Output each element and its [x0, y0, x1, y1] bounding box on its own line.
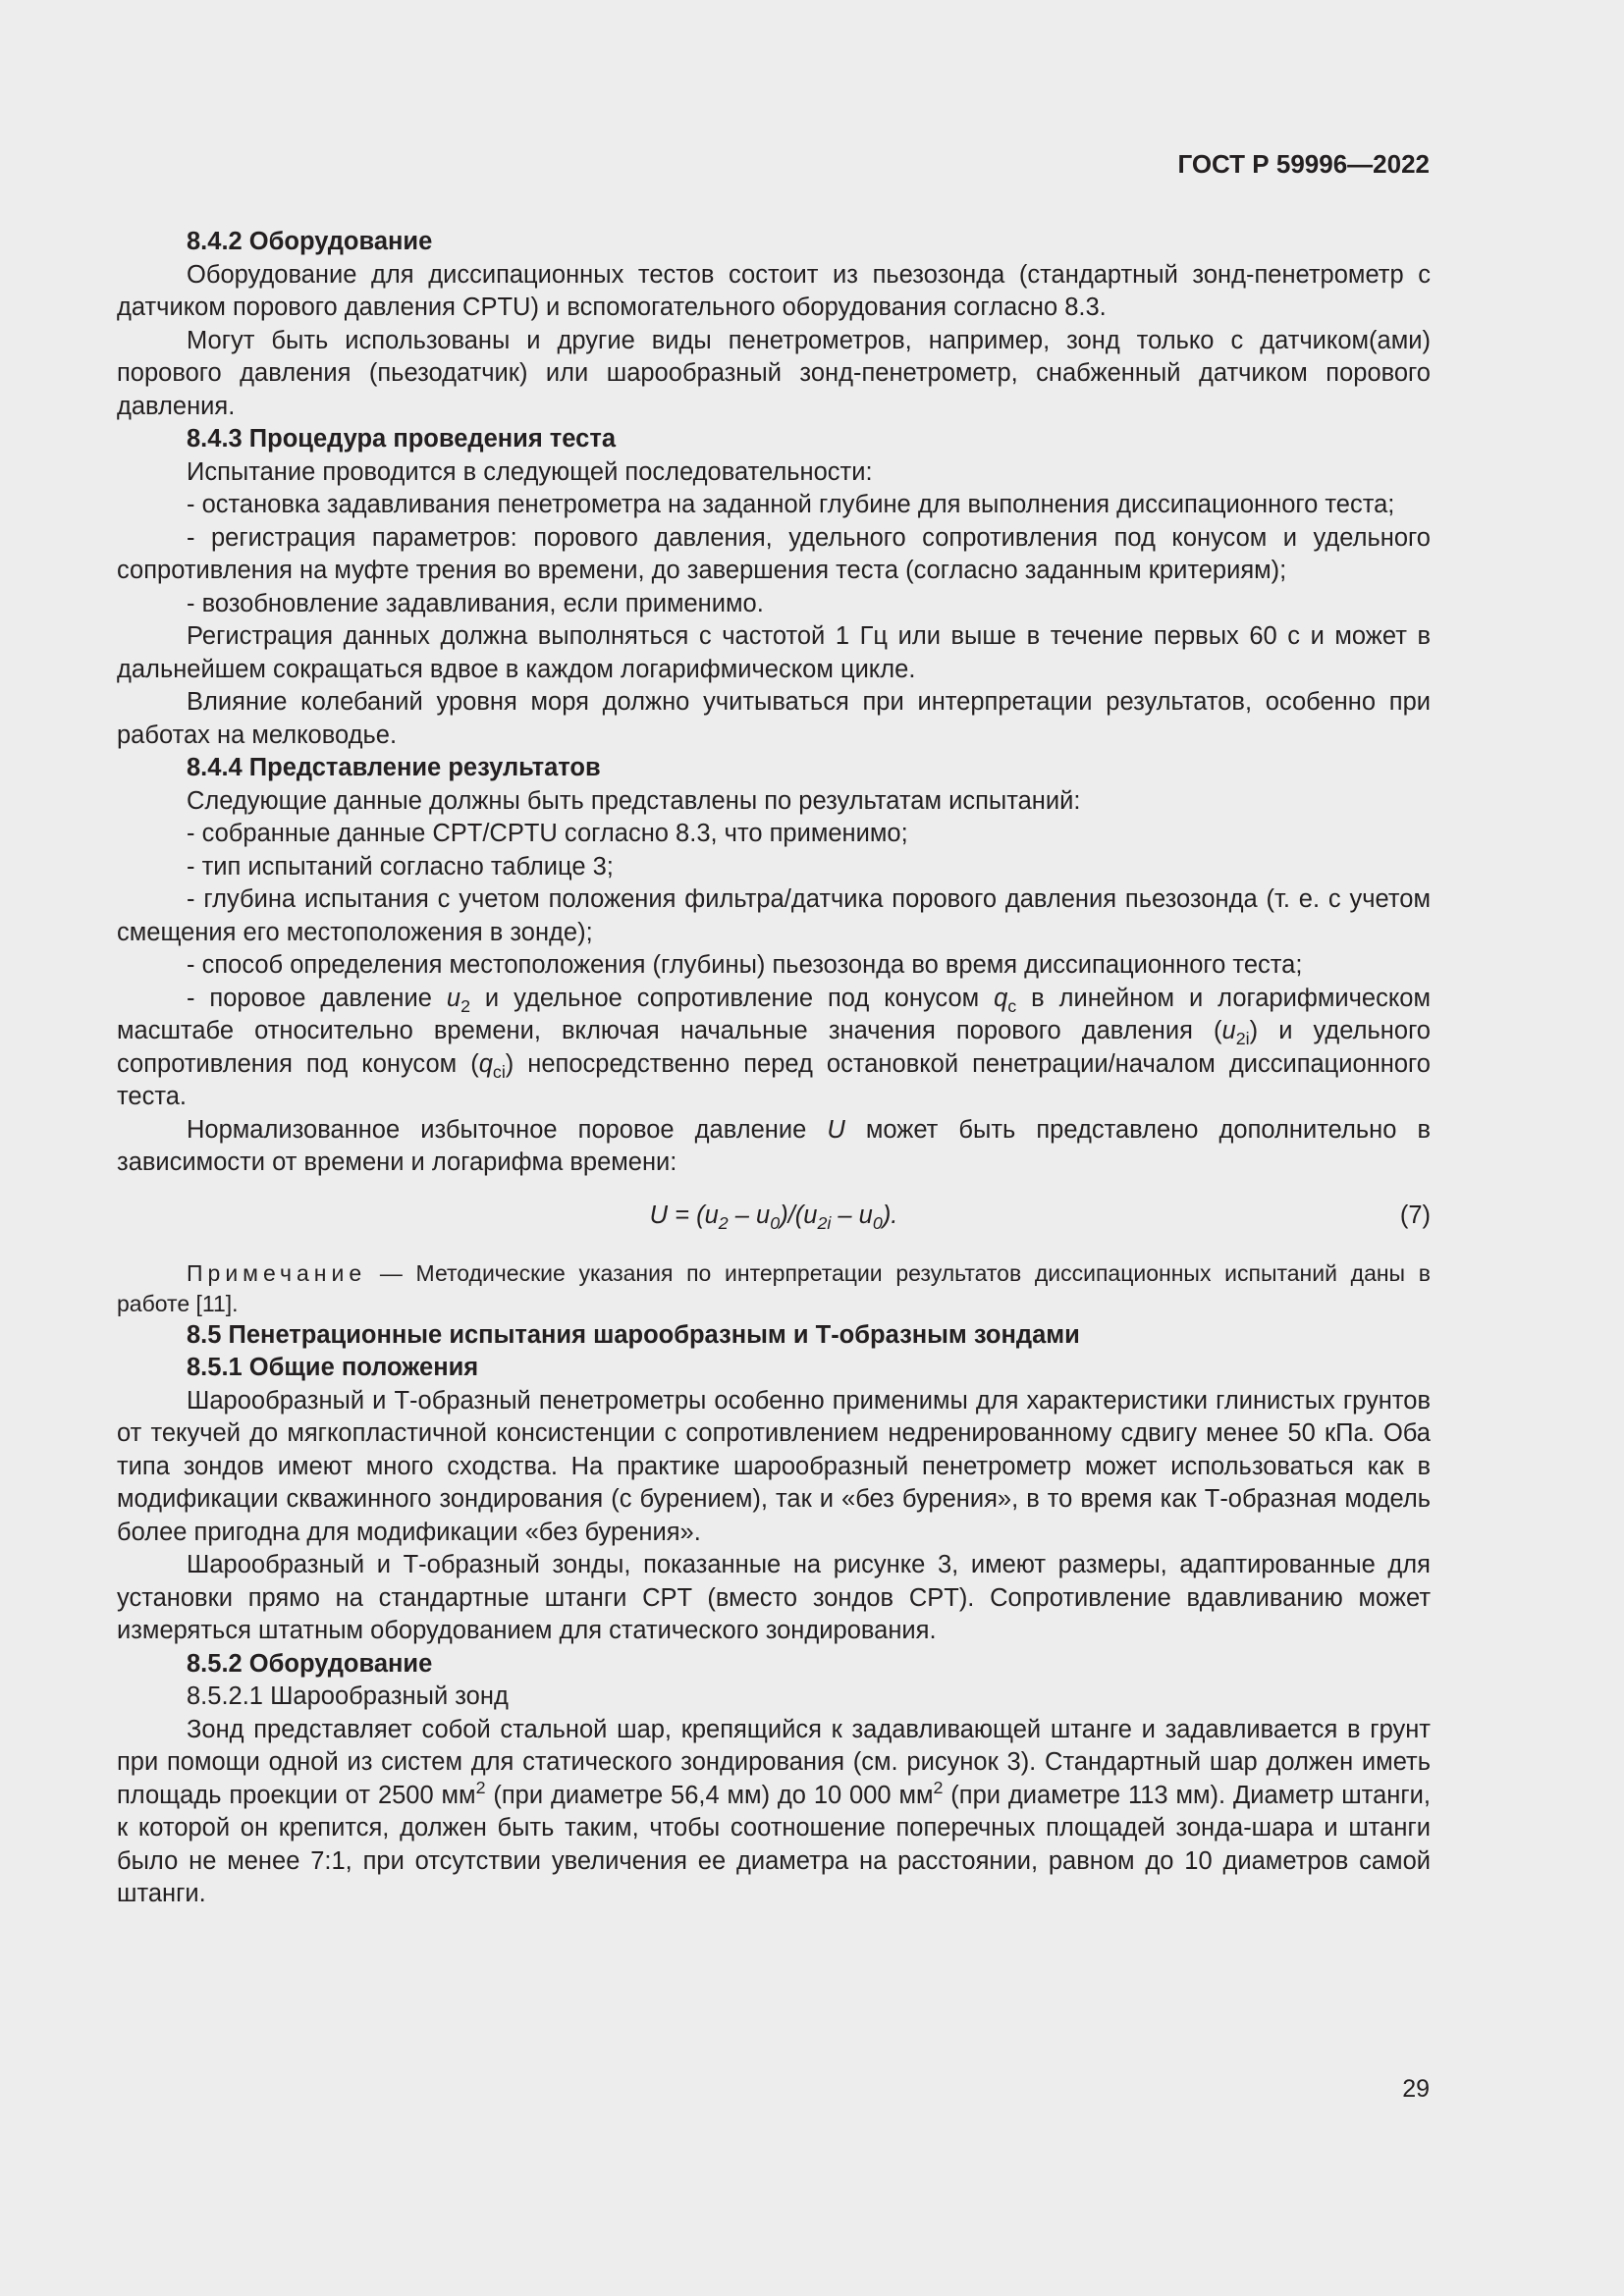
list-item: - глубина испытания с учетом положения фильтра/датчика порового давления пьезозонда (т. е. с учетом смещения его местоположения в зонде);: [117, 885, 1431, 946]
text: может быть представлено дополнительно в зависимости от времени и логарифма времени:: [117, 1115, 1431, 1176]
subscript: 0: [770, 1212, 781, 1233]
list-item: - способ определения местоположения (глубины) пьезозонда во время диссипационного теста;: [187, 951, 1303, 979]
section-8-4-2-title: 8.4.2 Оборудование: [187, 228, 433, 255]
paragraph: Следующие данные должны быть представлены по результатам испытаний:: [187, 786, 1081, 815]
var-q: q: [478, 1049, 493, 1078]
document-header: ГОСТ Р 59996—2022: [1177, 149, 1430, 179]
list-item: - возобновление задавливания, если применимо.: [187, 589, 764, 617]
note-text: — Методические указания по интерпретации результатов диссипационных испытаний даны в работе [11].: [117, 1259, 1431, 1316]
subscript: c: [1007, 995, 1017, 1016]
subscript: 2i: [1235, 1029, 1250, 1048]
text: ) и удельного сопротивления под конусом (: [117, 1017, 1431, 1078]
subscript: 0: [872, 1212, 883, 1233]
text: (при диаметре 56,4 мм) до 10 000 мм: [485, 1781, 934, 1809]
equation-number: (7): [1399, 1201, 1431, 1229]
text: Нормализованное избыточное поровое давление: [187, 1115, 828, 1144]
paragraph: Могут быть использованы и другие виды пенетрометров, например, зонд только с датчиком(ами) порового давления (пьезодатчик) или шарообразный зонд-пенетрометр, снабженный датчиком порового давления.: [117, 326, 1431, 420]
subscript: 2i: [817, 1212, 832, 1233]
text: ) непосредственно перед остановкой пенетрации/началом диссипационного теста.: [117, 1049, 1431, 1110]
formula-part: )/(u: [780, 1201, 818, 1229]
paragraph: Оборудование для диссипационных тестов состоит из пьезозонда (стандартный зонд-пенетрометр с датчиком порового давления CPTU) и вспомогательного оборудования согласно 8.3.: [117, 260, 1431, 321]
text: (при диаметре 113 мм). Диаметр штанги, к которой он крепится, должен быть таким, чтобы соотношение поперечных площадей зонда-шара и штанги было не менее 7:1, при отсутствии увеличения ее диаметра на расстоянии, равном до 10 диаметров самой штанги.: [117, 1781, 1431, 1907]
page-number: 29: [1402, 2075, 1430, 2103]
subscript: 2: [460, 995, 470, 1016]
paragraph: Влияние колебаний уровня моря должно учитываться при интерпретации результатов, особенно при работах на мелководье.: [117, 688, 1431, 749]
paragraph: Испытание проводится в следующей последовательности:: [187, 457, 873, 486]
list-item: [117, 983, 1431, 1114]
var-u: u: [1221, 1017, 1236, 1044]
formula-part: U = (u: [649, 1201, 719, 1229]
superscript: 2: [933, 1777, 944, 1797]
text: Зонд представляет собой стальной шар, крепящийся к задавливающей штанге и задавливается в грунт при помощи одной из систем для статического зондирования (см. рисунок 3). Стандартный шар должен иметь площадь проекции от 2500 мм: [117, 1715, 1431, 1809]
section-8-4-3-title: 8.4.3 Процедура проведения теста: [187, 425, 616, 453]
subsection-8-5-2-1-title: 8.5.2.1 Шарообразный зонд: [187, 1682, 509, 1710]
var-q: q: [994, 984, 1008, 1012]
subscript: ci: [492, 1061, 506, 1082]
paragraph: Регистрация данных должна выполняться с частотой 1 Гц или выше в течение первых 60 с и может в дальнейшем сокращаться вдвое в каждом логарифмическом цикле.: [117, 622, 1431, 683]
section-8-5-1-title: 8.5.1 Общие положения: [187, 1354, 479, 1381]
formula-part: – u: [728, 1201, 771, 1229]
superscript: 2: [475, 1777, 486, 1797]
paragraph: [117, 1714, 1431, 1911]
text: в линейном и логарифмическом масштабе относительно времени, включая начальные значения порового давления (: [117, 984, 1431, 1044]
text: и удельное сопротивление под конусом: [470, 984, 995, 1012]
section-8-5-2-title: 8.5.2 Оборудование: [187, 1649, 433, 1678]
var-U: U: [827, 1115, 845, 1144]
list-item: - собранные данные CPT/CPTU согласно 8.3, что применимо;: [187, 820, 908, 847]
formula-7: [117, 1200, 1431, 1233]
var-u: u: [446, 984, 461, 1012]
paragraph: Шарообразный и Т-образный зонды, показанные на рисунке 3, имеют размеры, адаптированные для установки прямо на стандартные штанги CPT (вместо зондов CPT). Сопротивление вдавливанию может измеряться штатным оборудованием для статического зондирования.: [117, 1551, 1431, 1644]
text: - поровое давление: [187, 984, 447, 1012]
formula-part: ).: [882, 1201, 898, 1229]
note-label: Примечание: [187, 1259, 367, 1286]
list-item: - тип испытаний согласно таблице 3;: [187, 852, 614, 881]
list-item: - регистрация параметров: порового давления, удельного сопротивления под конусом и удельного сопротивления на муфте трения во времени, до завершения теста (согласно заданным критериям);: [117, 523, 1431, 584]
paragraph: [117, 1114, 1431, 1180]
subscript: 2: [718, 1212, 729, 1233]
note: [117, 1258, 1431, 1319]
section-8-4-4-title: 8.4.4 Представление результатов: [187, 754, 601, 781]
paragraph: Шарообразный и Т-образный пенетрометры особенно применимы для характеристики глинистых грунтов от текучей до мягкопластичной консистенции с сопротивлением недренированному сдвигу менее 50 кПа. Оба типа зондов имеют много сходства. На практике шарообразный пенетрометр может использоваться как в модификации скважинного зондирования (с бурением), так и «без бурения», в то время как Т-образная модель более пригодна для модификации «без бурения».: [117, 1386, 1431, 1546]
list-item: - остановка задавливания пенетрометра на заданной глубине для выполнения диссипационного теста;: [187, 491, 1395, 518]
page-content: [117, 226, 1431, 1911]
section-8-5-title: 8.5 Пенетрационные испытания шарообразным и Т-образным зондами: [187, 1320, 1080, 1349]
formula-part: – u: [831, 1201, 873, 1229]
